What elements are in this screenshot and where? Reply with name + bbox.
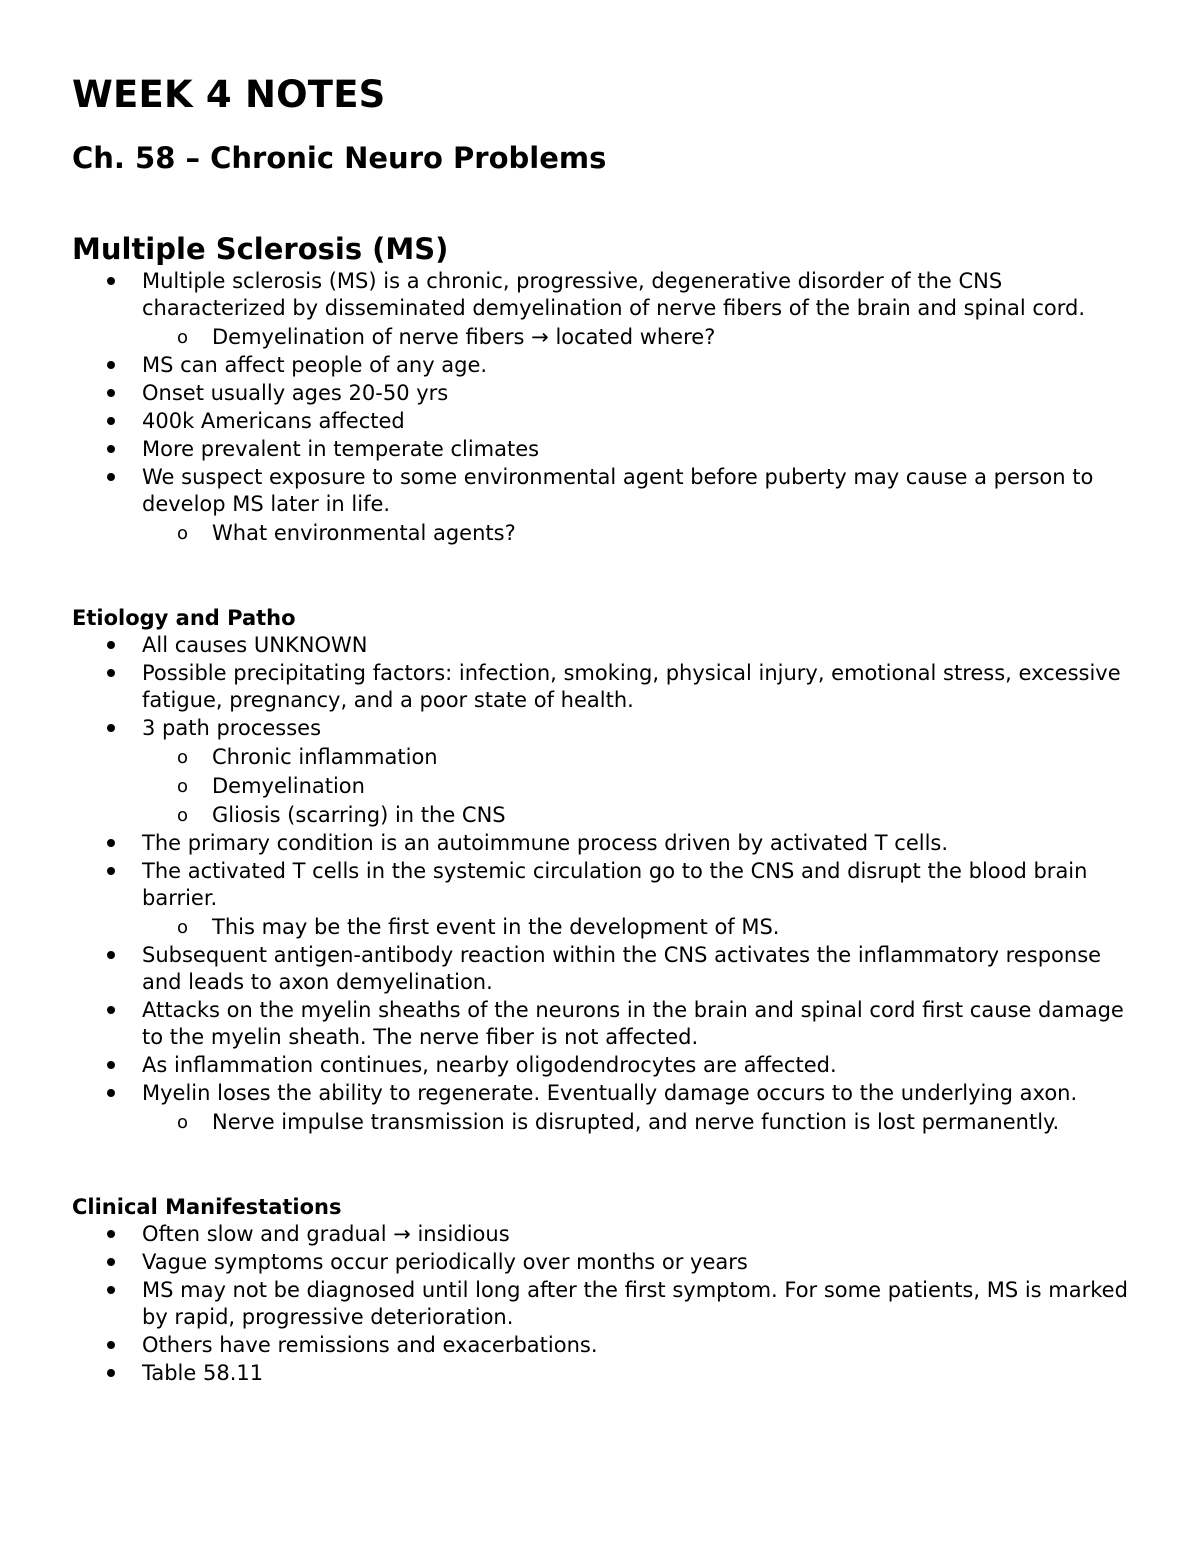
sub-list	[142, 743, 1140, 829]
document-title: WEEK 4 NOTES	[72, 73, 386, 116]
chapter-heading: Ch. 58 – Chronic Neuro Problems	[72, 141, 607, 175]
sub-list	[142, 323, 1140, 351]
sub-list	[142, 1108, 1140, 1136]
bullet-icon	[107, 724, 115, 732]
list-item-text: We suspect exposure to some environmental agent before puberty may cause a person to develop MS later in life.	[142, 465, 1094, 516]
list-item	[72, 1052, 1140, 1079]
list-item-text: Multiple sclerosis (MS) is a chronic, progressive, degenerative disorder of the CNS characterized by disseminated demyelination of nerve fibers of the brain and spinal cord.	[142, 269, 1086, 320]
list-item	[72, 997, 1140, 1051]
bullet-icon	[107, 1089, 115, 1097]
sub-list-item-text: Chronic inflammation	[212, 745, 438, 769]
bullet-icon	[107, 1061, 115, 1069]
sub-list-item-text: Demyelination of nerve fibers → located where?	[212, 325, 716, 349]
circle-bullet-icon: o	[177, 917, 189, 938]
list-item-text: All causes UNKNOWN	[142, 633, 368, 657]
circle-bullet-icon: o	[177, 747, 189, 768]
sub-list-item-text: What environmental agents?	[212, 521, 516, 545]
list-item	[72, 464, 1140, 547]
list-item-text: Possible precipitating factors: infection, smoking, physical injury, emotional stress, excessive fatigue, pregnancy, and a poor state of health.	[142, 661, 1121, 712]
list-item-text: Vague symptoms occur periodically over months or years	[142, 1250, 748, 1274]
section-heading-clinical: Clinical Manifestations	[72, 1195, 342, 1219]
sub-list-item	[142, 743, 1140, 771]
clinical-bullet-list	[72, 1221, 1140, 1387]
list-item-text: The activated T cells in the systemic circulation go to the CNS and disrupt the blood brain barrier.	[142, 859, 1088, 910]
list-item	[72, 436, 1140, 463]
bullet-icon	[107, 1341, 115, 1349]
sub-list-item	[142, 1108, 1140, 1136]
bullet-icon	[107, 361, 115, 369]
list-item	[72, 1249, 1140, 1276]
bullet-icon	[107, 1258, 115, 1266]
list-item-text: Myelin loses the ability to regenerate. Eventually damage occurs to the underlying axon.	[142, 1081, 1078, 1105]
sub-list-item	[142, 519, 1140, 547]
sub-list-item-text: Demyelination	[212, 774, 365, 798]
bullet-icon	[107, 277, 115, 285]
etiology-bullet-list	[72, 632, 1140, 1136]
list-item	[72, 858, 1140, 941]
list-item	[72, 830, 1140, 857]
list-item-text: 400k Americans affected	[142, 409, 405, 433]
list-item-text: 3 path processes	[142, 716, 322, 740]
list-item-text: Attacks on the myelin sheaths of the neurons in the brain and spinal cord first cause damage to the myelin sheath. The nerve fiber is not affected.	[142, 998, 1124, 1049]
circle-bullet-icon: o	[177, 805, 189, 826]
list-item	[72, 1221, 1140, 1248]
list-item-text: Table 58.11	[142, 1361, 264, 1385]
list-item-text: Onset usually ages 20-50 yrs	[142, 381, 449, 405]
list-item	[72, 660, 1140, 714]
sub-list	[142, 913, 1140, 941]
list-item	[72, 380, 1140, 407]
bullet-icon	[107, 867, 115, 875]
list-item-text: MS can affect people of any age.	[142, 353, 488, 377]
circle-bullet-icon: o	[177, 1112, 189, 1133]
list-item	[72, 408, 1140, 435]
list-item	[72, 1080, 1140, 1136]
list-item	[72, 268, 1140, 351]
list-item-text: Others have remissions and exacerbations.	[142, 1333, 598, 1357]
bullet-icon	[107, 641, 115, 649]
circle-bullet-icon: o	[177, 776, 189, 797]
list-item-text: Subsequent antigen-antibody reaction within the CNS activates the inflammatory response and leads to axon demyelination.	[142, 943, 1102, 994]
list-item-text: As inflammation continues, nearby oligodendrocytes are affected.	[142, 1053, 837, 1077]
sub-list-item	[142, 913, 1140, 941]
list-item	[72, 1332, 1140, 1359]
bullet-icon	[107, 417, 115, 425]
circle-bullet-icon: o	[177, 523, 189, 544]
list-item-text: Often slow and gradual → insidious	[142, 1222, 510, 1246]
bullet-icon	[107, 839, 115, 847]
sub-list-item	[142, 801, 1140, 829]
list-item-text: MS may not be diagnosed until long after the first symptom. For some patients, MS is marked by rapid, progressive deterioration.	[142, 1278, 1128, 1329]
list-item	[72, 352, 1140, 379]
list-item	[72, 942, 1140, 996]
list-item-text: More prevalent in temperate climates	[142, 437, 540, 461]
bullet-icon	[107, 951, 115, 959]
sub-list-item	[142, 323, 1140, 351]
circle-bullet-icon: o	[177, 327, 189, 348]
section-heading-etiology: Etiology and Patho	[72, 606, 296, 630]
list-item	[72, 632, 1140, 659]
bullet-icon	[107, 1230, 115, 1238]
sub-list-item-text: Nerve impulse transmission is disrupted, and nerve function is lost permanently.	[212, 1110, 1060, 1134]
sub-list-item-text: Gliosis (scarring) in the CNS	[212, 803, 506, 827]
bullet-icon	[107, 473, 115, 481]
sub-list-item-text: This may be the first event in the development of MS.	[212, 915, 780, 939]
bullet-icon	[107, 445, 115, 453]
list-item	[72, 1360, 1140, 1387]
sub-list	[142, 519, 1140, 547]
bullet-icon	[107, 1369, 115, 1377]
list-item	[72, 715, 1140, 829]
bullet-icon	[107, 389, 115, 397]
ms-bullet-list	[72, 268, 1140, 547]
sub-list-item	[142, 772, 1140, 800]
bullet-icon	[107, 1286, 115, 1294]
bullet-icon	[107, 669, 115, 677]
section-heading-ms: Multiple Sclerosis (MS)	[72, 232, 449, 266]
list-item-text: The primary condition is an autoimmune process driven by activated T cells.	[142, 831, 949, 855]
list-item	[72, 1277, 1140, 1331]
bullet-icon	[107, 1006, 115, 1014]
